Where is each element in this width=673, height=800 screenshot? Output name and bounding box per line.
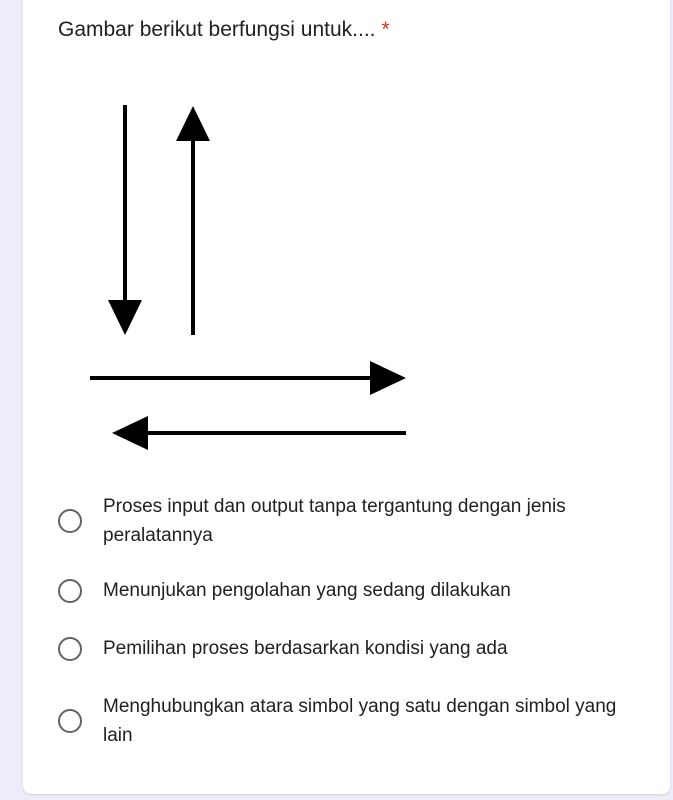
question-title bbox=[58, 18, 390, 42]
option-label: Menghubungkan atara simbol yang satu dengan simbol yang lain bbox=[103, 696, 617, 746]
option-label: Menunjukan pengolahan yang sedang dilakukan bbox=[103, 580, 511, 601]
radio-button-icon[interactable] bbox=[58, 709, 82, 733]
arrow-right-icon bbox=[90, 361, 406, 395]
radio-button-icon[interactable] bbox=[58, 509, 82, 533]
option-4[interactable] bbox=[58, 692, 648, 750]
arrow-left-icon bbox=[112, 416, 406, 450]
question-card bbox=[23, 0, 670, 794]
radio-button-icon[interactable] bbox=[58, 579, 82, 603]
option-label: Proses input dan output tanpa tergantung dengan jenis peralatannya bbox=[103, 496, 566, 546]
flow-lines-arrows-icon bbox=[81, 90, 421, 460]
arrow-down-icon bbox=[108, 105, 142, 335]
required-asterisk: * bbox=[381, 18, 390, 41]
question-text: Gambar berikut berfungsi untuk.... bbox=[58, 18, 376, 41]
option-3[interactable] bbox=[58, 634, 648, 663]
options-list bbox=[58, 492, 648, 750]
arrow-up-icon bbox=[176, 106, 210, 335]
option-2[interactable] bbox=[58, 576, 648, 605]
radio-button-icon[interactable] bbox=[58, 637, 82, 661]
option-label: Pemilihan proses berdasarkan kondisi yang ada bbox=[103, 638, 508, 659]
option-1[interactable] bbox=[58, 492, 648, 550]
